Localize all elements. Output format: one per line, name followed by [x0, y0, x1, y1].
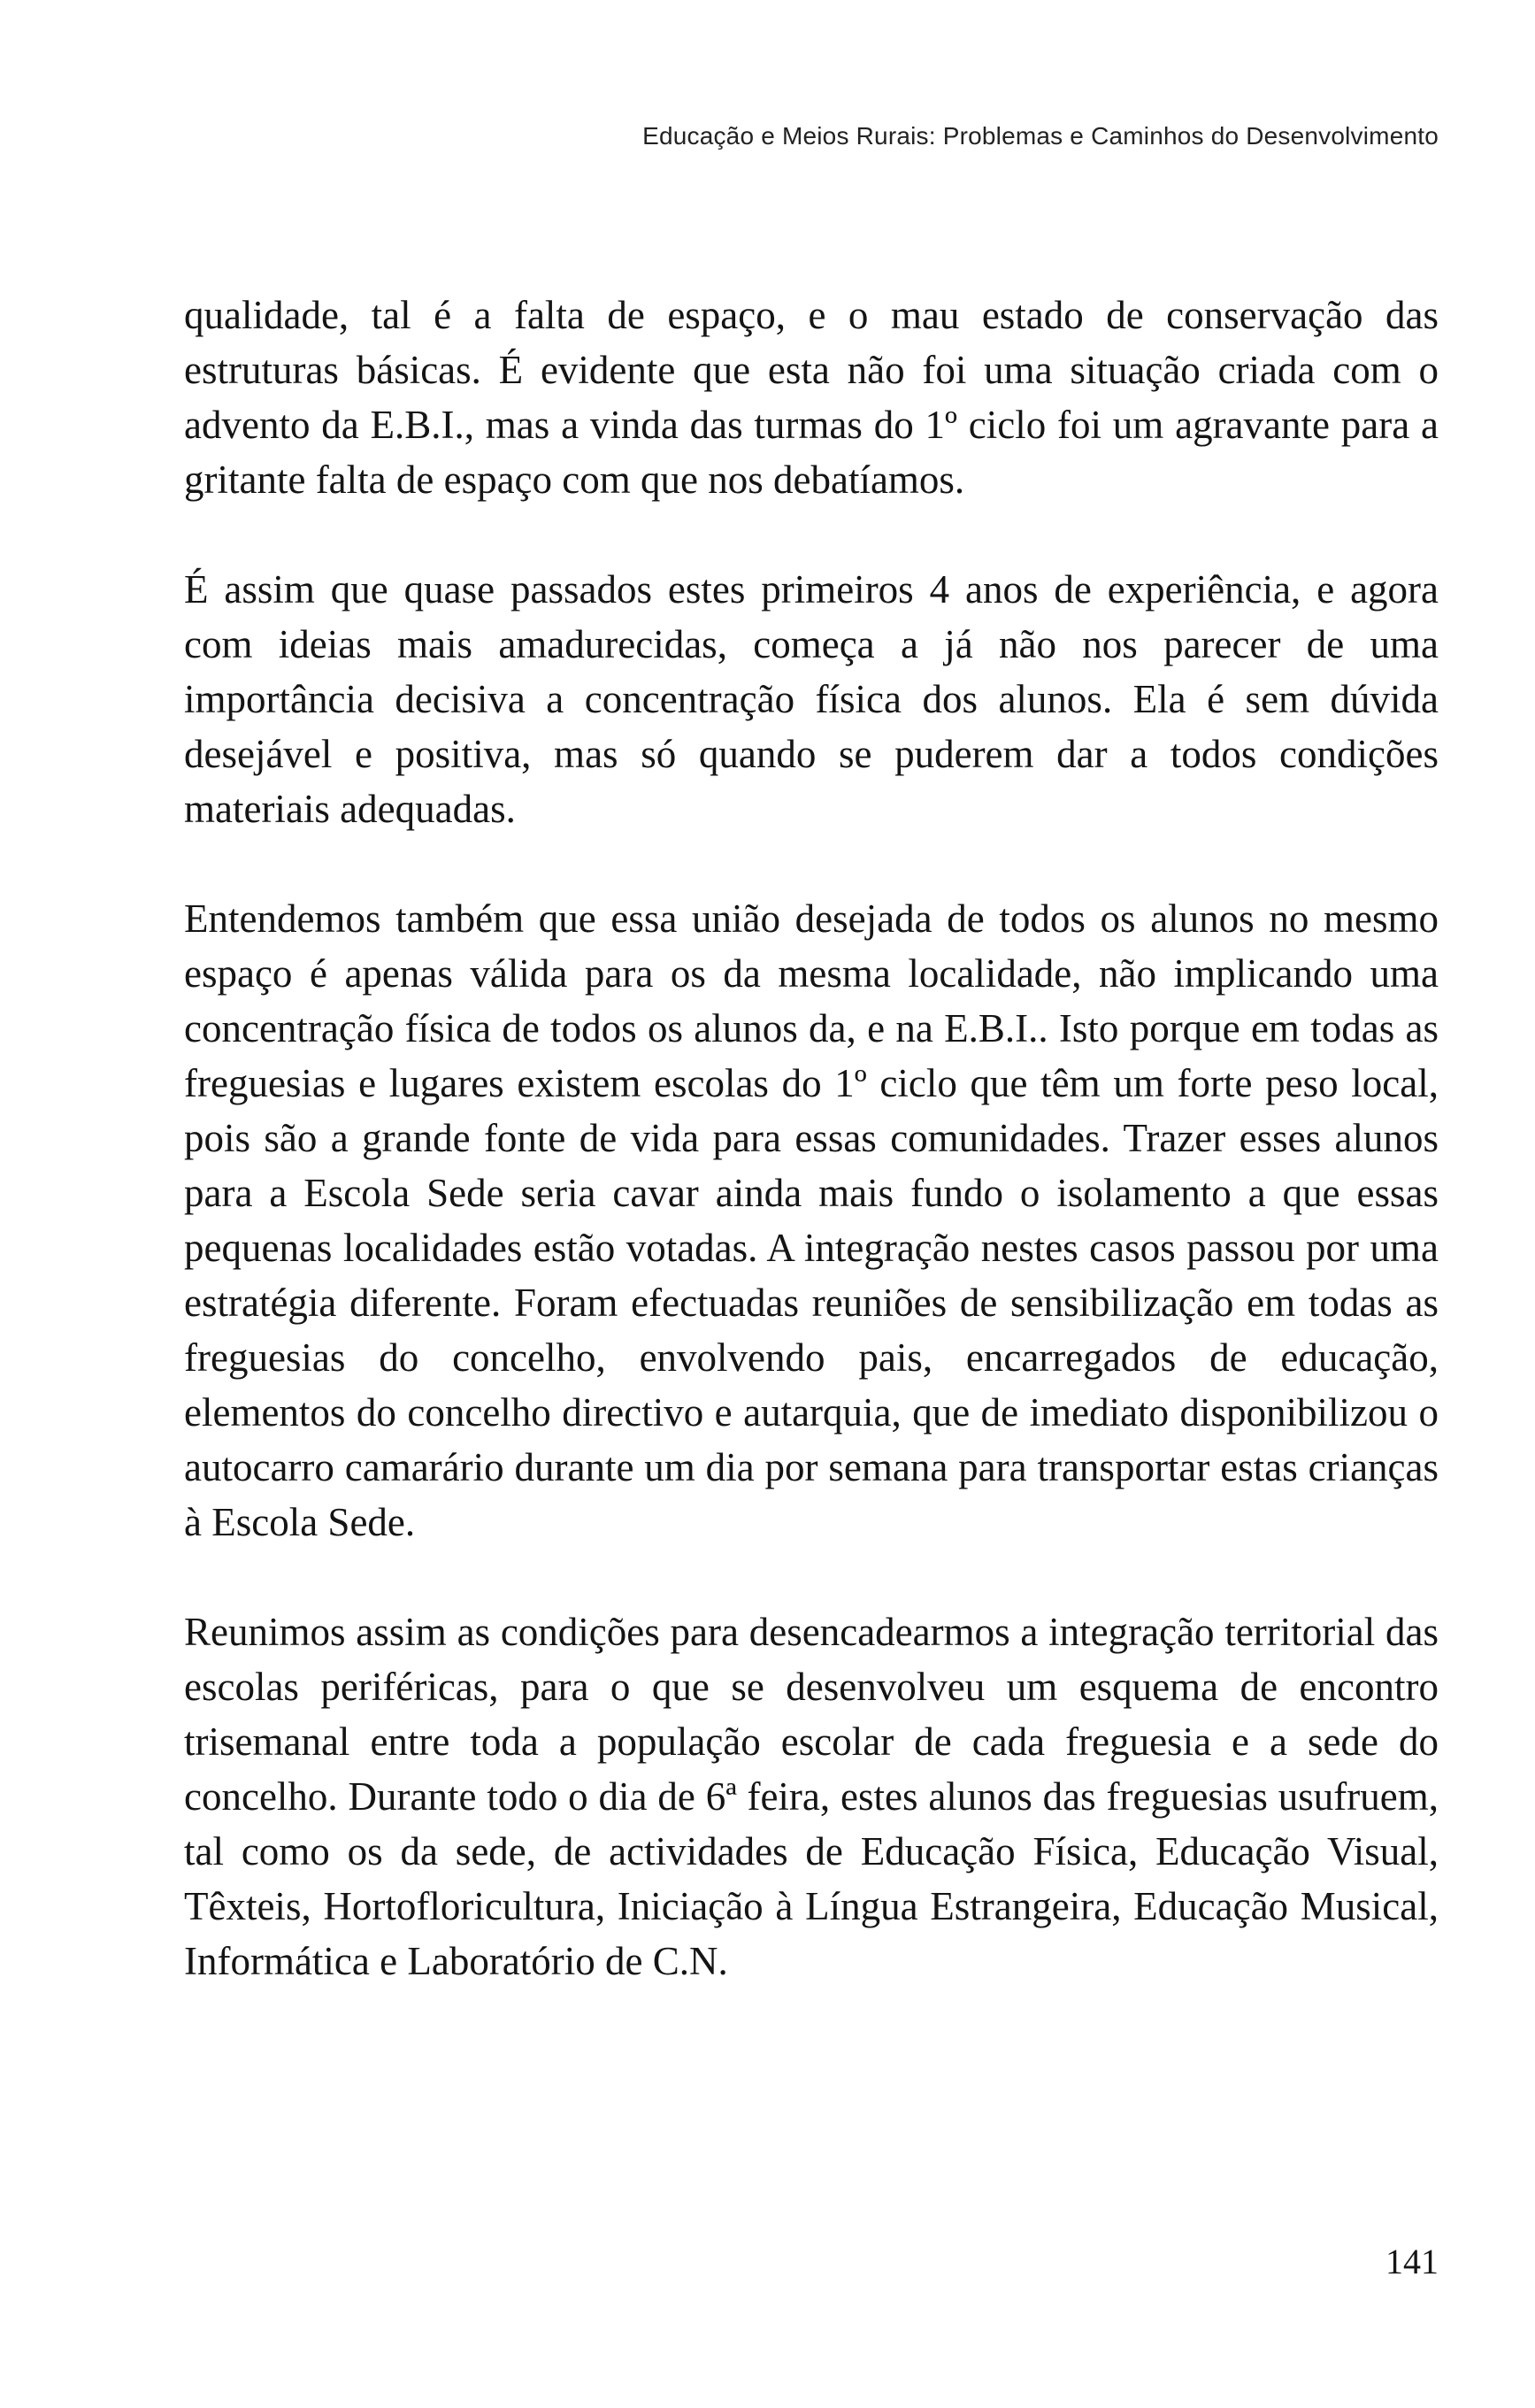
paragraph-3: Entendemos também que essa união desejada de todos os alunos no mesmo espaço é apenas válida para os da mesma localidade, não implicando uma concentração física de todos os alunos da, e na E.B.I.. Isto porque em todas as freguesias e lugares existem escolas do 1º ciclo que têm um forte peso local, pois são a grande fonte de vida para essas comunidades. Trazer esses alunos para a Escola Sede seria cavar ainda mais fundo o isolamento a que essas pequenas localidades estão votadas. A integração nestes casos passou por uma estratégia diferente. Foram efectuadas reuniões de sensibilização em todas as freguesias do concelho, envolvendo pais, encarregados de educação, elementos do concelho directivo e autarquia, que de imediato disponibilizou o autocarro camarário durante um dia por semana para transportar estas crianças à Escola Sede. — [184, 896, 1439, 1544]
body-text — [184, 288, 1439, 1989]
paragraph-4: Reunimos assim as condições para desencadearmos a integração territorial das escolas periféricas, para o que se desenvolveu um esquema de encontro trisemanal entre toda a população escolar de cada freguesia e a sede do concelho. Durante todo o dia de 6ª feira, estes alunos das freguesias usufruem, tal como os da sede, de actividades de Educação Física, Educação Visual, Têxteis, Hortofloricultura, Iniciação à Língua Estrangeira, Educação Musical, Informática e Laboratório de C.N. — [184, 1610, 1439, 1983]
paragraph-2: É assim que quase passados estes primeiros 4 anos de experiência, e agora com ideias mais amadurecidas, começa a já não nos parecer de uma importância decisiva a concentração física dos alunos. Ela é sem dúvida desejável e positiva, mas só quando se puderem dar a todos condições materiais adequadas. — [184, 567, 1439, 831]
running-header: Educação e Meios Rurais: Problemas e Caminhos do Desenvolvimento — [642, 122, 1439, 150]
page-number: 141 — [1385, 2242, 1439, 2281]
paragraph-1: qualidade, tal é a falta de espaço, e o mau estado de conservação das estruturas básicas. É evidente que esta não foi uma situação criada com o advento da E.B.I., mas a vinda das turmas do 1º ciclo foi um agravante para a gritante falta de espaço com que nos debatíamos. — [184, 293, 1439, 502]
